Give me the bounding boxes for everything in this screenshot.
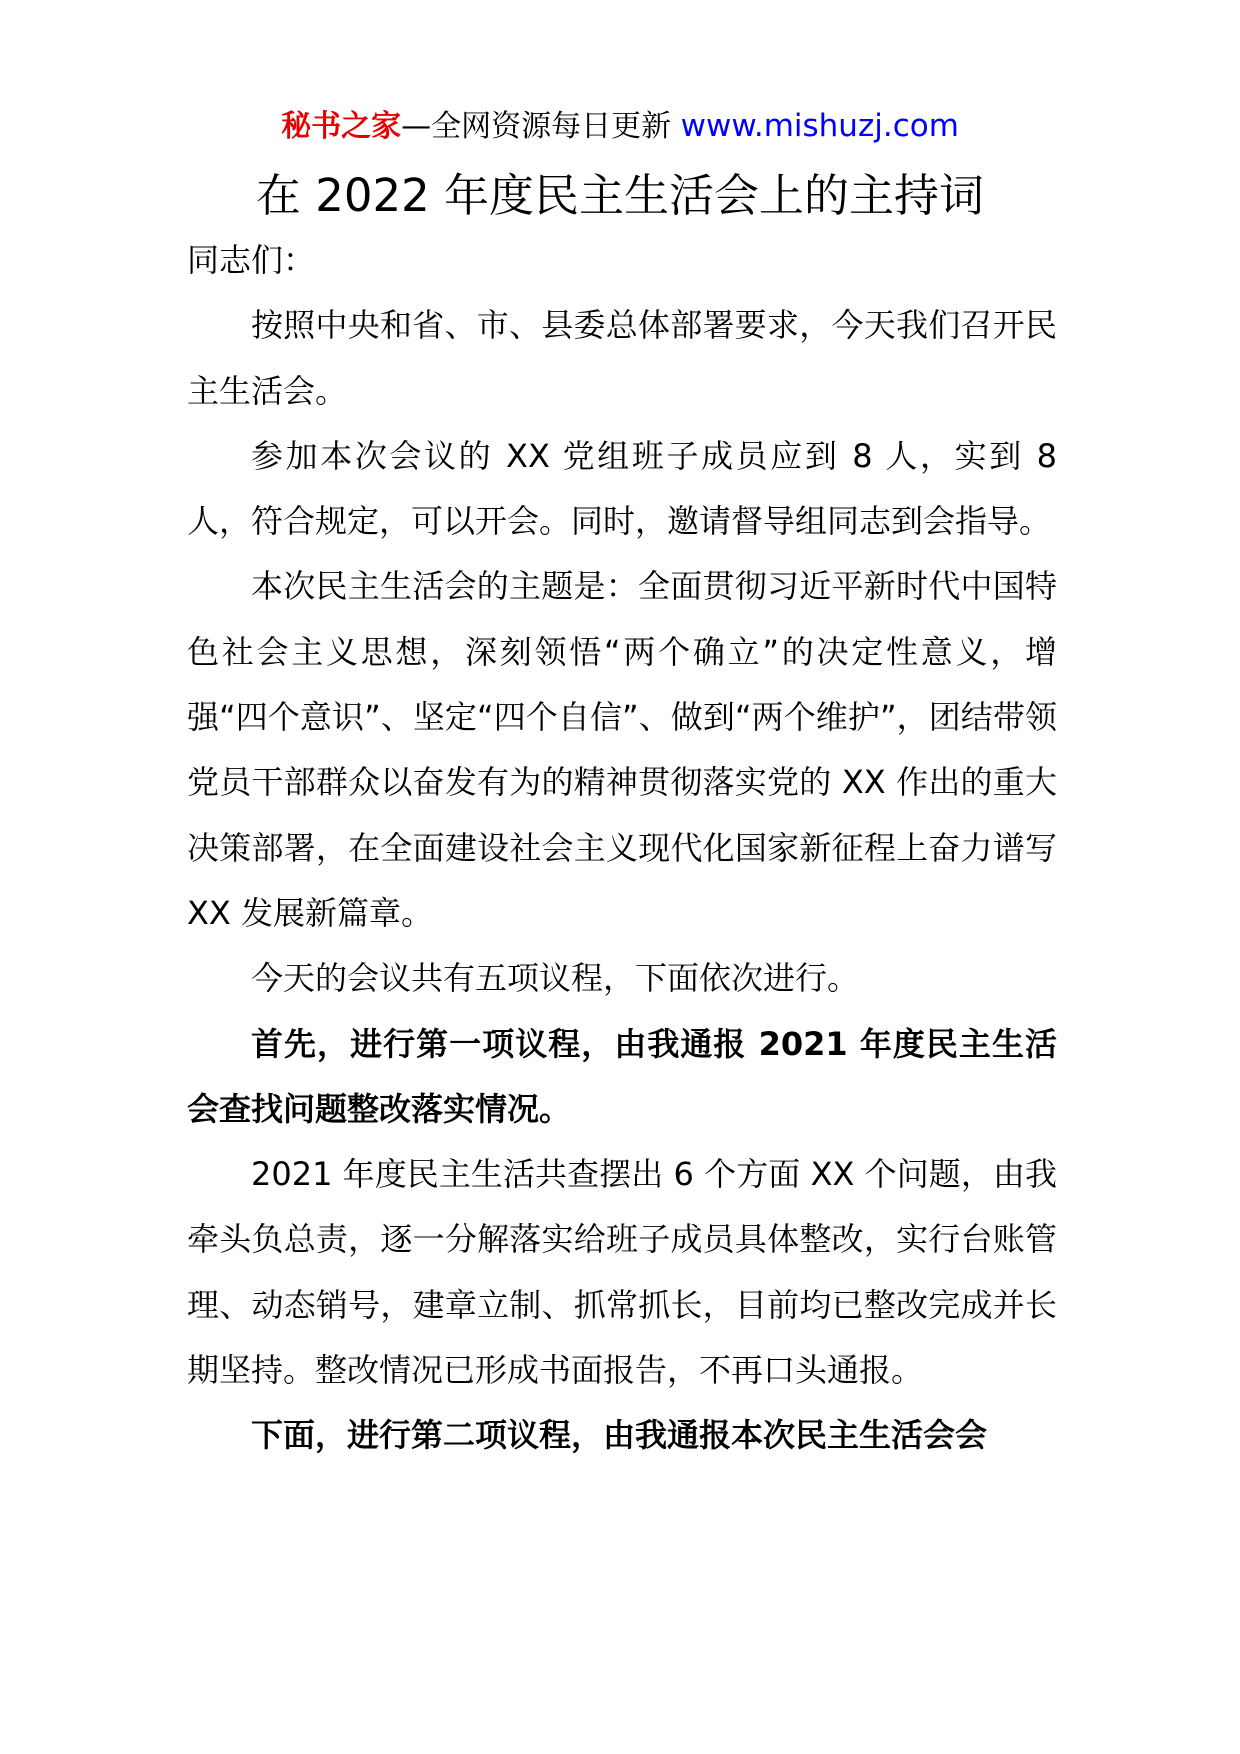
agenda-heading: 下面，进行第二项议程，由我通报本次民主生活会会 bbox=[251, 1416, 988, 1455]
site-url-link[interactable]: www.mishuzj.com bbox=[680, 108, 959, 144]
header-tagline: —全网资源每日更新 bbox=[401, 109, 672, 144]
paragraph: 按照中央和省、市、县委总体部署要求，今天我们召开民主生活会。 bbox=[187, 306, 1057, 410]
brand-name: 秘书之家 bbox=[281, 109, 402, 144]
agenda-heading: 首先，进行第一项议程，由我通报 2021 年度民主生活会查找问题整改落实情况。 bbox=[187, 1024, 1057, 1128]
greeting: 同志们： bbox=[187, 241, 316, 279]
paragraph: 今天的会议共有五项议程，下面依次进行。 bbox=[251, 959, 860, 998]
document-title: 在 2022 年度民主生活会上的主持词 bbox=[255, 169, 985, 222]
paragraph: 参加本次会议的 XX 党组班子成员应到 8 人，实到 8 人，符合规定，可以开会。同时，邀请督导组同志到会指导。 bbox=[187, 436, 1057, 541]
site-header bbox=[0, 104, 1240, 149]
document-body bbox=[187, 228, 1057, 1469]
paragraph: 2021 年度民主生活共查摆出 6 个方面 XX 个问题，由我牵头负总责，逐一分解落实给班子成员具体整改，实行台账管理、动态销号，建章立制、抓常抓长，目前均已整改完成并长期坚持。整改情况已形成书面报告，不再口头通报。 bbox=[187, 1155, 1057, 1390]
paragraph: 本次民主生活会的主题是：全面贯彻习近平新时代中国特色社会主义思想，深刻领悟“两个确立”的决定性意义，增强“四个意识”、坚定“四个自信”、做到“两个维护”，团结带领党员干部群众以奋发有为的精神贯彻落实党的 XX 作出的重大决策部署，在全面建设社会主义现代化国家新征程上奋力谱写 XX 发展新篇章。 bbox=[187, 567, 1057, 932]
